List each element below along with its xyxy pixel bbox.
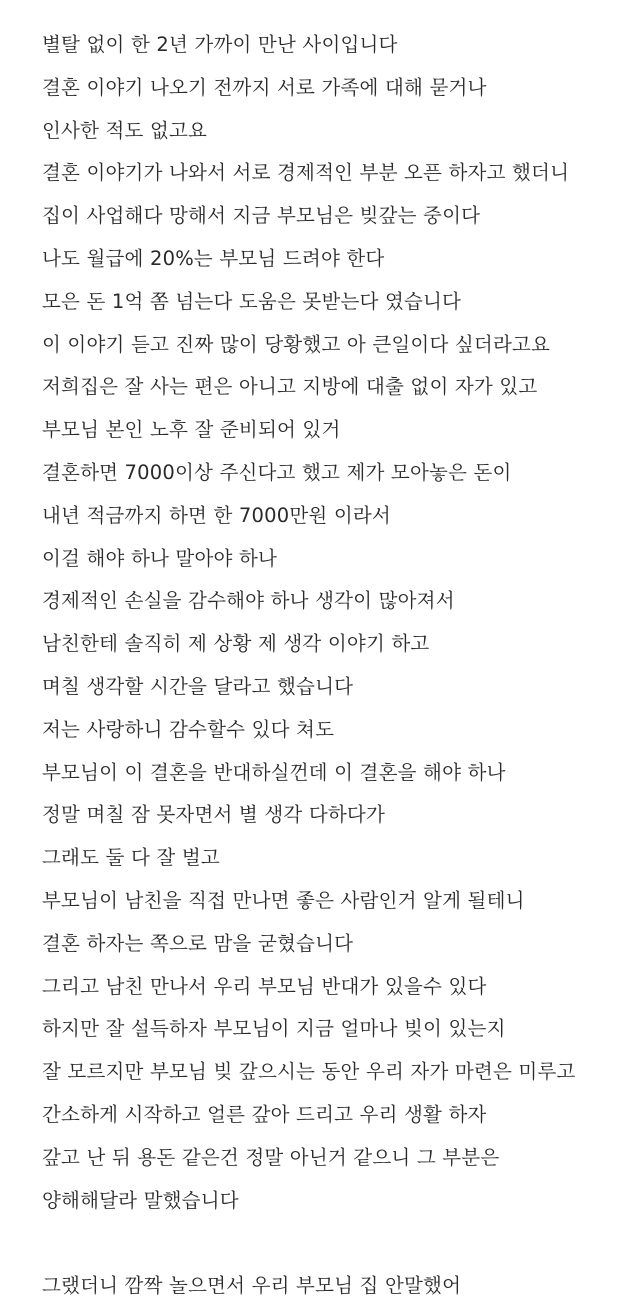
- post-line: 이걸 해야 하나 말아야 하나: [42, 546, 278, 570]
- paragraph-gap: [42, 1222, 632, 1265]
- post-line: 경제적인 손실을 감수해야 하나 생각이 많아져서: [42, 589, 455, 613]
- post-line: 남친한테 솔직히 제 상황 제 생각 이야기 하고: [42, 632, 430, 656]
- post-line: 부모님 본인 노후 잘 준비되어 있거: [42, 418, 341, 442]
- post-line: 잘 모르지만 부모님 빚 갚으시는 동안 우리 자가 마련은 미루고: [42, 1060, 576, 1084]
- post-line: 인사한 적도 없고요: [42, 118, 208, 142]
- post-line: 모은 돈 1억 쫌 넘는다 도움은 못받는다 였습니다: [42, 289, 462, 313]
- post-line: 부모님이 이 결혼을 반대하실껀데 이 결혼을 해야 하나: [42, 760, 506, 784]
- post-line: 며칠 생각할 시간을 달라고 했습니다: [42, 674, 354, 698]
- post-line: 하지만 잘 설득하자 부모님이 지금 얼마나 빚이 있는지: [42, 1017, 506, 1041]
- post-body: [42, 24, 632, 1301]
- post-line: 정말 며칠 잠 못자면서 별 생각 다하다가: [42, 803, 385, 827]
- post-line: 저희집은 잘 사는 편은 아니고 지방에 대출 없이 자가 있고: [42, 375, 538, 399]
- post-line: 이 이야기 듣고 진짜 많이 당황했고 아 큰일이다 싶더라고요: [42, 332, 551, 356]
- post-line: 나도 월급에 20%는 부모님 드려야 한다: [42, 246, 385, 270]
- post-line: 결혼 하자는 쪽으로 맘을 굳혔습니다: [42, 931, 354, 955]
- post-line: 갚고 난 뒤 용돈 같은건 정말 아닌거 같으니 그 부분은: [42, 1145, 500, 1169]
- post-line: 결혼하면 7000이상 주신다고 했고 제가 모아놓은 돈이: [42, 460, 512, 484]
- post-line: 그래도 둘 다 잘 벌고: [42, 846, 220, 870]
- post-line: 내년 적금까지 하면 한 7000만원 이라서: [42, 503, 391, 527]
- post-line: 저는 사랑하니 감수할수 있다 쳐도: [42, 717, 335, 741]
- post-line: 결혼 이야기가 나와서 서로 경제적인 부분 오픈 하자고 했더니: [42, 161, 570, 185]
- post-line: 별탈 없이 한 2년 가까이 만난 사이입니다: [42, 33, 398, 56]
- post-line: 결혼 이야기 나오기 전까지 서로 가족에 대해 묻거나: [42, 75, 487, 99]
- post-line: 부모님이 남친을 직접 만나면 좋은 사람인거 알게 될테니: [42, 888, 525, 912]
- post-line: 집이 사업해다 망해서 지금 부모님은 빚갚는 중이다: [42, 204, 481, 228]
- post-line-cut-off: 그랬더니 깜짝 놀으면서 우리 부모님 집 안말했어: [42, 1274, 462, 1298]
- post-line: 간소하게 시작하고 얼른 갚아 드리고 우리 생활 하자: [42, 1102, 487, 1126]
- post-line: 그리고 남친 만나서 우리 부모님 반대가 있을수 있다: [42, 974, 487, 998]
- post-line: 양해해달라 말했습니다: [42, 1188, 239, 1212]
